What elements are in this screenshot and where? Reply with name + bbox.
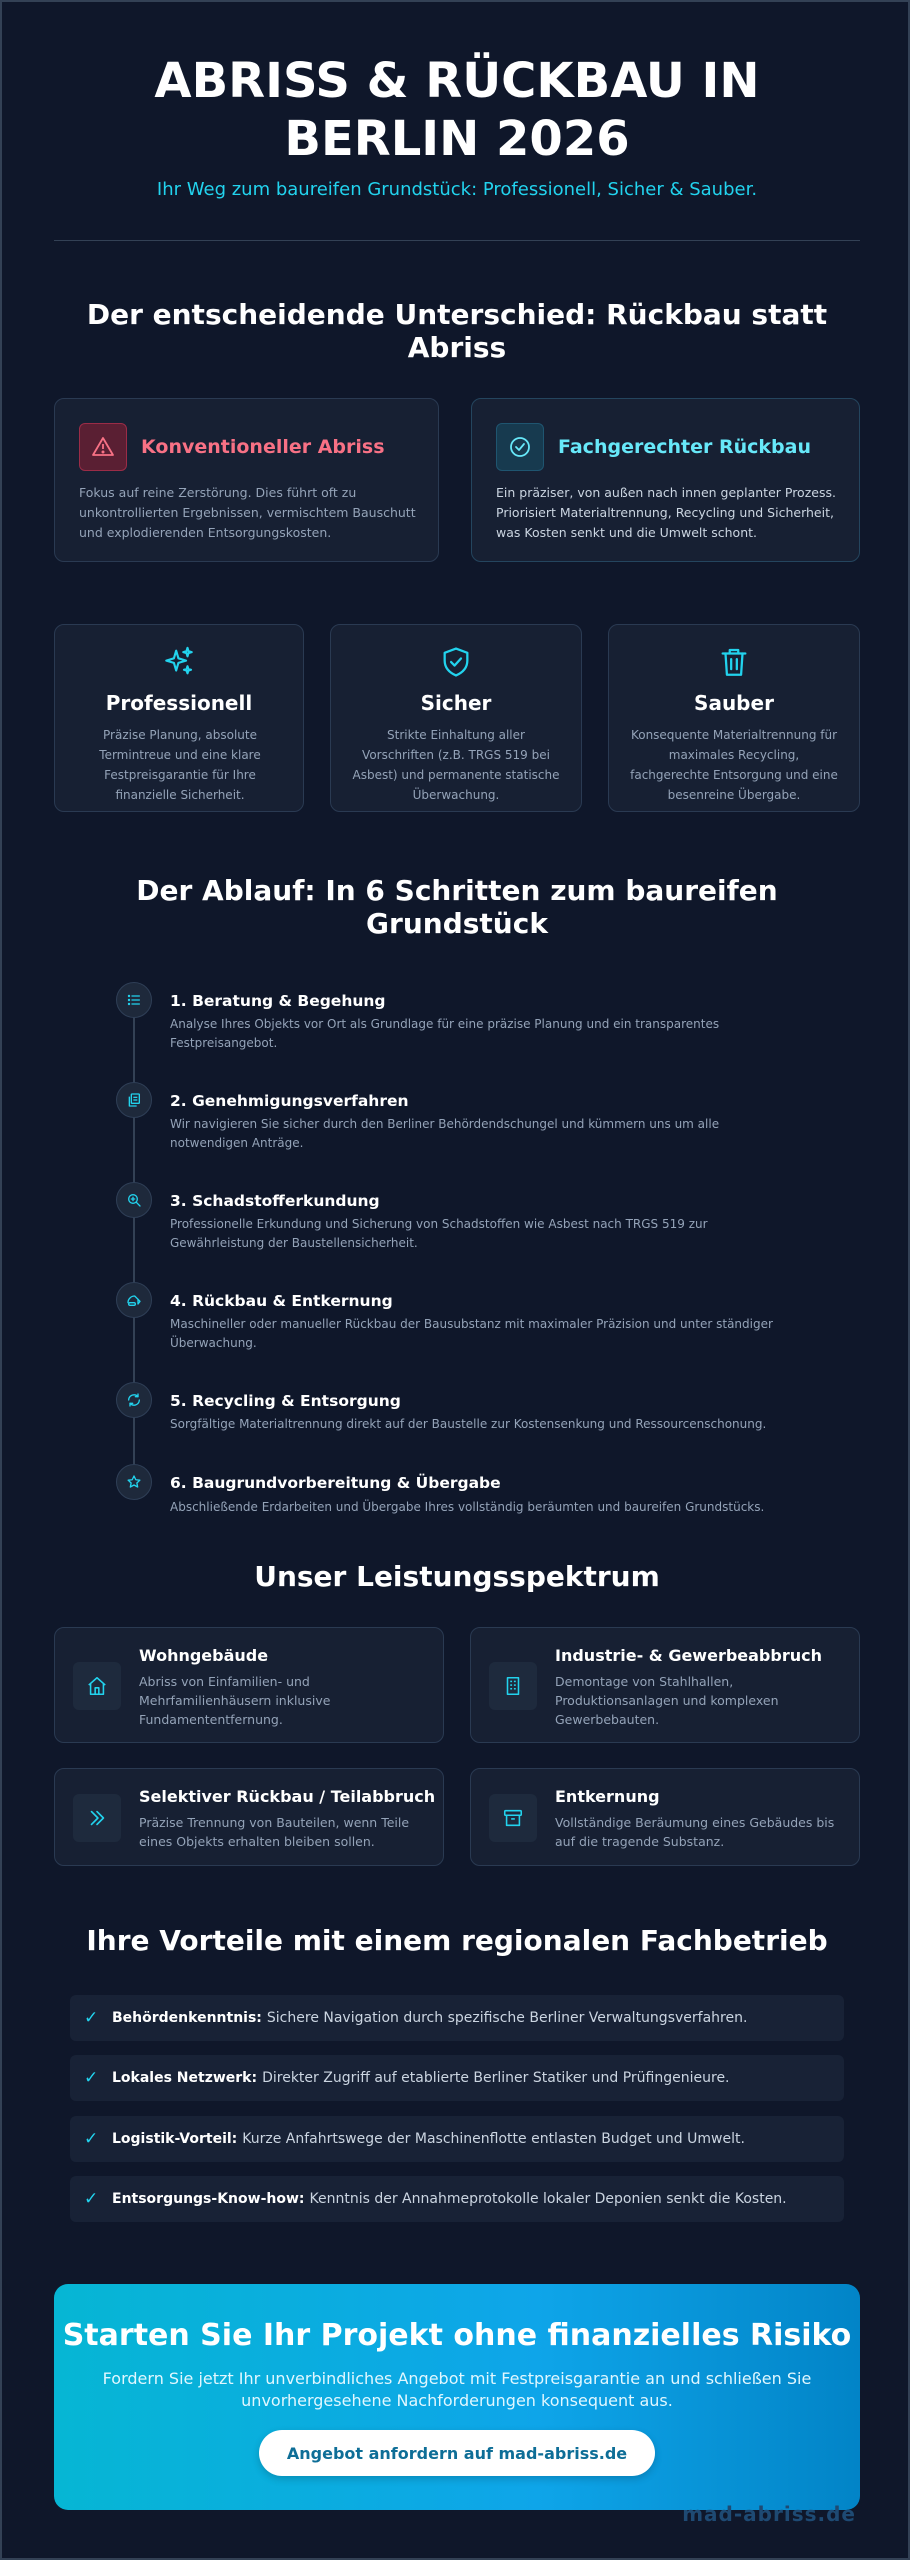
building-icon: [489, 1662, 537, 1710]
feature-card-sauber: [608, 624, 860, 812]
check-icon: ✓: [84, 2068, 99, 2088]
step-title: 6. Baugrundvorbereitung & Übergabe: [170, 1474, 501, 1492]
advantage-text: Sichere Navigation durch spezifische Berliner Verwaltungsverfahren.: [266, 2010, 748, 2026]
step-title: 2. Genehmigungsverfahren: [170, 1092, 409, 1110]
step-text: Sorgfältige Materialtrennung direkt auf der Baustelle zur Kostensenkung und Ressourcenschonung.: [170, 1417, 767, 1431]
feature-text: Strikte Einhaltung aller Vorschriften (z.B. TRGS 519 bei Asbest) und permanente statische Überwachung.: [352, 728, 560, 802]
cta-text: Fordern Sie jetzt Ihr unverbindliches Angebot mit Festpreisgarantie an und schließen Sie unvorhergesehene Nachforderungen konsequent aus.: [102, 2369, 812, 2410]
service-text: Präzise Trennung von Bauteilen, wenn Teile eines Objekts erhalten bleiben sollen.: [139, 1815, 410, 1849]
check-icon: ✓: [84, 2129, 99, 2149]
cta-banner: [54, 2284, 860, 2510]
advantage-text: Direkter Zugriff auf etablierte Berliner Statiker und Prüfingenieure.: [262, 2070, 730, 2086]
services-heading: Unser Leistungsspektrum: [254, 1560, 660, 1593]
advantages-heading: Ihre Vorteile mit einem regionalen Fachbetrieb: [86, 1924, 828, 1957]
advantage-text: Kenntnis der Annahmeprotokolle lokaler Deponien senkt die Kosten.: [309, 2191, 787, 2207]
cta-title: Starten Sie Ihr Projekt ohne finanzielles Risiko: [62, 2318, 852, 2353]
feature-text: Präzise Planung, absolute Termintreue und eine klare Festpreisgarantie für Ihre finanzielle Sicherheit.: [99, 728, 261, 802]
house-icon: [73, 1662, 121, 1710]
warning-icon: [79, 423, 127, 471]
feature-text: Konsequente Materialtrennung für maximales Recycling, fachgerechte Entsorgung und eine besenreine Übergabe.: [630, 728, 838, 802]
service-text: Demontage von Stahlhallen, Produktionsanlagen und komplexen Gewerbebauten.: [555, 1674, 779, 1727]
double-chevron-icon: [73, 1794, 121, 1842]
divider: [54, 240, 860, 241]
step-text: Maschineller oder manueller Rückbau der Bausubstanz mit maximaler Präzision und unter ständiger Überwachung.: [170, 1317, 773, 1350]
professional-text: Ein präziser, von außen nach innen geplanter Prozess. Priorisiert Materialtrennung, Recycling und Sicherheit, was Kosten senkt und die Umwelt schont.: [496, 485, 836, 540]
step-title: 1. Beratung & Begehung: [170, 992, 386, 1010]
excavator-icon: [116, 1282, 152, 1318]
advantage-label: Entsorgungs-Know-how:: [112, 2191, 305, 2207]
difference-heading: Der entscheidende Unterschied: Rückbau statt Abriss: [86, 298, 828, 364]
step-text: Professionelle Erkundung und Sicherung von Schadstoffen wie Asbest nach TRGS 519 zur Gewährleistung der Baustellensicherheit.: [170, 1217, 708, 1250]
archive-box-icon: [489, 1794, 537, 1842]
check-icon: ✓: [84, 2008, 99, 2028]
documents-icon: [116, 1082, 152, 1118]
watermark: mad-abriss.de: [682, 2502, 856, 2526]
service-title: Industrie- & Gewerbeabbruch: [555, 1646, 822, 1665]
feature-title: Sicher: [420, 691, 492, 715]
professional-title: Fachgerechter Rückbau: [558, 436, 811, 458]
advantage-label: Logistik-Vorteil:: [112, 2131, 238, 2147]
advantage-row: [70, 2116, 844, 2162]
advantage-label: Behördenkenntnis:: [112, 2010, 262, 2026]
service-card-wohngebaeude: [54, 1627, 444, 1743]
check-icon: ✓: [84, 2189, 99, 2209]
process-heading: Der Ablauf: In 6 Schritten zum baureifen Grundstück: [136, 874, 778, 940]
service-card-selektiv: [54, 1768, 444, 1866]
step-text: Analyse Ihres Objekts vor Ort als Grundlage für eine präzise Planung und ein transparentes Festpreisangebot.: [170, 1017, 720, 1050]
service-card-entkernung: [470, 1768, 860, 1866]
advantage-row: [70, 1995, 844, 2041]
step-text: Wir navigieren Sie sicher durch den Berliner Behördendschungel und kümmern uns um alle notwendigen Anträge.: [170, 1117, 720, 1150]
service-title: Wohngebäude: [139, 1646, 269, 1665]
advantage-text: Kurze Anfahrtswege der Maschinenflotte entlasten Budget und Umwelt.: [242, 2131, 745, 2147]
step-title: 4. Rückbau & Entkernung: [170, 1292, 393, 1310]
request-offer-button[interactable]: Angebot anfordern auf mad-abriss.de: [259, 2430, 655, 2476]
recycle-icon: [116, 1382, 152, 1418]
service-title: Entkernung: [555, 1787, 660, 1806]
feature-card-sicher: [330, 624, 582, 812]
feature-title: Sauber: [694, 691, 774, 715]
sparkles-icon: [55, 645, 303, 683]
advantage-label: Lokales Netzwerk:: [112, 2070, 258, 2086]
professional-card: [471, 398, 860, 562]
page-title: ABRISS & RÜCKBAU IN BERLIN 2026: [154, 53, 760, 167]
service-text: Vollständige Beräumung eines Gebäudes bis auf die tragende Substanz.: [555, 1815, 835, 1849]
step-text: Abschließende Erdarbeiten und Übergabe Ihres vollständig beräumten und baureifen Grundstücks.: [170, 1500, 765, 1514]
feature-title: Professionell: [105, 691, 253, 715]
advantage-row: [70, 2055, 844, 2101]
conventional-card: [54, 398, 439, 562]
service-text: Abriss von Einfamilien- und Mehrfamilienhäusern inklusive Fundamententfernung.: [139, 1674, 331, 1727]
trash-icon: [609, 645, 859, 683]
page-subtitle: Ihr Weg zum baureifen Grundstück: Professionell, Sicher & Sauber.: [156, 179, 758, 200]
conventional-text: Fokus auf reine Zerstörung. Dies führt oft zu unkontrollierten Ergebnissen, vermischtem Bauschutt und explodierenden Entsorgungskosten.: [79, 485, 416, 540]
star-icon: [116, 1464, 152, 1500]
magnifier-icon: [116, 1182, 152, 1218]
advantage-row: [70, 2176, 844, 2222]
list-icon: [116, 982, 152, 1018]
service-title: Selektiver Rückbau / Teilabbruch: [139, 1787, 436, 1806]
step-title: 5. Recycling & Entsorgung: [170, 1392, 401, 1410]
check-circle-icon: [496, 423, 544, 471]
shield-check-icon: [331, 645, 581, 683]
step-title: 3. Schadstofferkundung: [170, 1192, 380, 1210]
service-card-industrie: [470, 1627, 860, 1743]
conventional-title: Konventioneller Abriss: [141, 436, 385, 458]
feature-card-professionell: [54, 624, 304, 812]
